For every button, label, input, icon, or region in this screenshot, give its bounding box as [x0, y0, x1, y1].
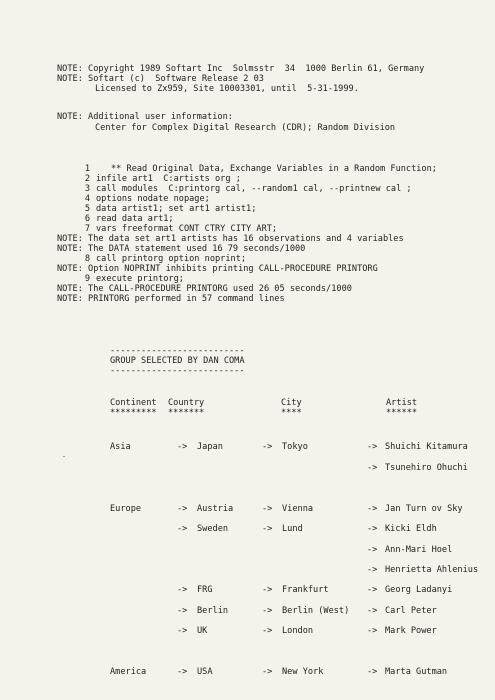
- line-number: 5: [84, 204, 90, 214]
- log-note: NOTE: The DATA statement used 16 79 seconds/1000: [57, 244, 306, 254]
- line-number: 6: [84, 214, 90, 224]
- artist-cell: Mark Power: [385, 626, 437, 636]
- arrow-glyph: ->: [262, 442, 273, 452]
- city-cell: London: [282, 626, 314, 636]
- city-cell: Berlin (West): [282, 606, 350, 616]
- header-stars: ******: [386, 408, 418, 418]
- group-rule-bottom: --------------------------: [110, 366, 245, 376]
- arrow-glyph: ->: [367, 463, 378, 473]
- artist-cell: Kicki Eldh: [385, 524, 437, 534]
- continent-cell: America: [110, 667, 147, 677]
- city-cell: Vienna: [282, 504, 314, 514]
- line-number: 4: [84, 194, 90, 204]
- arrow-glyph: ->: [177, 442, 188, 452]
- header-country: Country: [168, 398, 205, 408]
- code-line: execute printorg;: [96, 274, 184, 284]
- arrow-glyph: ->: [177, 606, 188, 616]
- log-note: NOTE: PRINTORG performed in 57 command lines: [57, 294, 285, 304]
- arrow-glyph: ->: [367, 442, 378, 452]
- copyright-note: NOTE: Copyright 1989 Softart Inc Solmsstr 34 1000 Berlin 61, Germany: [57, 64, 425, 74]
- line-number: 1: [84, 164, 90, 174]
- arrow-glyph: ->: [367, 606, 378, 616]
- arrow-glyph: ->: [177, 524, 188, 534]
- arrow-glyph: ->: [367, 626, 378, 636]
- country-cell: FRG: [197, 585, 213, 595]
- code-line: vars freeformat CONT CTRY CITY ART;: [96, 224, 278, 234]
- arrow-glyph: ->: [262, 626, 273, 636]
- code-line: call modules C:printorg cal, --random1 cal, --printnew cal ;: [96, 184, 412, 194]
- arrow-glyph: ->: [262, 504, 273, 514]
- artist-cell: Shuichi Kitamura: [385, 442, 468, 452]
- arrow-glyph: ->: [177, 504, 188, 514]
- arrow-glyph: ->: [367, 667, 378, 677]
- code-line: call printorg option noprint;: [96, 254, 247, 264]
- arrow-glyph: ->: [367, 504, 378, 514]
- continent-cell: Asia: [110, 442, 131, 452]
- country-cell: Berlin: [197, 606, 229, 616]
- arrow-glyph: ->: [262, 606, 273, 616]
- arrow-glyph: ->: [177, 626, 188, 636]
- artist-cell: Ann-Mari Hoel: [385, 545, 453, 555]
- arrow-glyph: ->: [367, 545, 378, 555]
- stray-mark: [63, 456, 65, 457]
- arrow-glyph: ->: [177, 585, 188, 595]
- code-line: data artist1; set art1 artist1;: [96, 204, 257, 214]
- artist-cell: Carl Peter: [385, 606, 437, 616]
- artist-cell: Tsunehiro Ohuchi: [385, 463, 468, 473]
- artist-cell: Marta Gutman: [385, 667, 448, 677]
- code-line: infile art1 C:artists org ;: [96, 174, 241, 184]
- group-rule-top: --------------------------: [110, 346, 245, 356]
- arrow-glyph: ->: [367, 524, 378, 534]
- arrow-glyph: ->: [262, 524, 273, 534]
- line-number: 7: [84, 224, 90, 234]
- log-note: NOTE: Option NOPRINT inhibits printing CALL-PROCEDURE PRINTORG: [57, 264, 378, 274]
- header-stars: *********: [110, 408, 157, 418]
- line-number: 2: [84, 174, 90, 184]
- city-cell: New York: [282, 667, 324, 677]
- log-note: NOTE: The data set art1 artists has 16 observations and 4 variables: [57, 234, 404, 244]
- arrow-glyph: ->: [367, 585, 378, 595]
- country-cell: Austria: [197, 504, 234, 514]
- arrow-glyph: ->: [262, 585, 273, 595]
- line-number: 9: [84, 274, 90, 284]
- country-cell: USA: [197, 667, 213, 677]
- header-stars: *******: [168, 408, 205, 418]
- country-cell: Sweden: [197, 524, 229, 534]
- line-number: 3: [84, 184, 90, 194]
- header-continent: Continent: [110, 398, 157, 408]
- artist-cell: Jan Turn ov Sky: [385, 504, 463, 514]
- license-line: Licensed to Zx959, Site 10003301, until 5-31-1999.: [95, 84, 359, 94]
- code-line: read data art1;: [96, 214, 174, 224]
- artist-cell: Henrietta Ahlenius: [385, 565, 479, 575]
- log-note: NOTE: The CALL-PROCEDURE PRINTORG used 26 05 seconds/1000: [57, 284, 352, 294]
- country-cell: UK: [197, 626, 208, 636]
- line-number: 8: [84, 254, 90, 264]
- additional-info-text: Center for Complex Digital Research (CDR); Random Division: [95, 123, 396, 133]
- header-artist: Artist: [386, 398, 418, 408]
- arrow-glyph: ->: [177, 667, 188, 677]
- continent-cell: Europe: [110, 504, 142, 514]
- header-stars: ****: [281, 408, 302, 418]
- country-cell: Japan: [197, 442, 223, 452]
- group-title: GROUP SELECTED BY DAN COMA: [110, 356, 245, 366]
- city-cell: Lund: [282, 524, 303, 534]
- city-cell: Frankfurt: [282, 585, 329, 595]
- additional-info-note: NOTE: Additional user information:: [57, 112, 233, 122]
- city-cell: Tokyo: [282, 442, 308, 452]
- arrow-glyph: ->: [262, 667, 273, 677]
- code-line: options nodate nopage;: [96, 194, 210, 204]
- header-city: City: [281, 398, 302, 408]
- arrow-glyph: ->: [367, 565, 378, 575]
- release-note: NOTE: Softart (c) Software Release 2 03: [57, 74, 264, 84]
- artist-cell: Georg Ladanyi: [385, 585, 453, 595]
- code-line: ** Read Original Data, Exchange Variables in a Random Function;: [111, 164, 437, 174]
